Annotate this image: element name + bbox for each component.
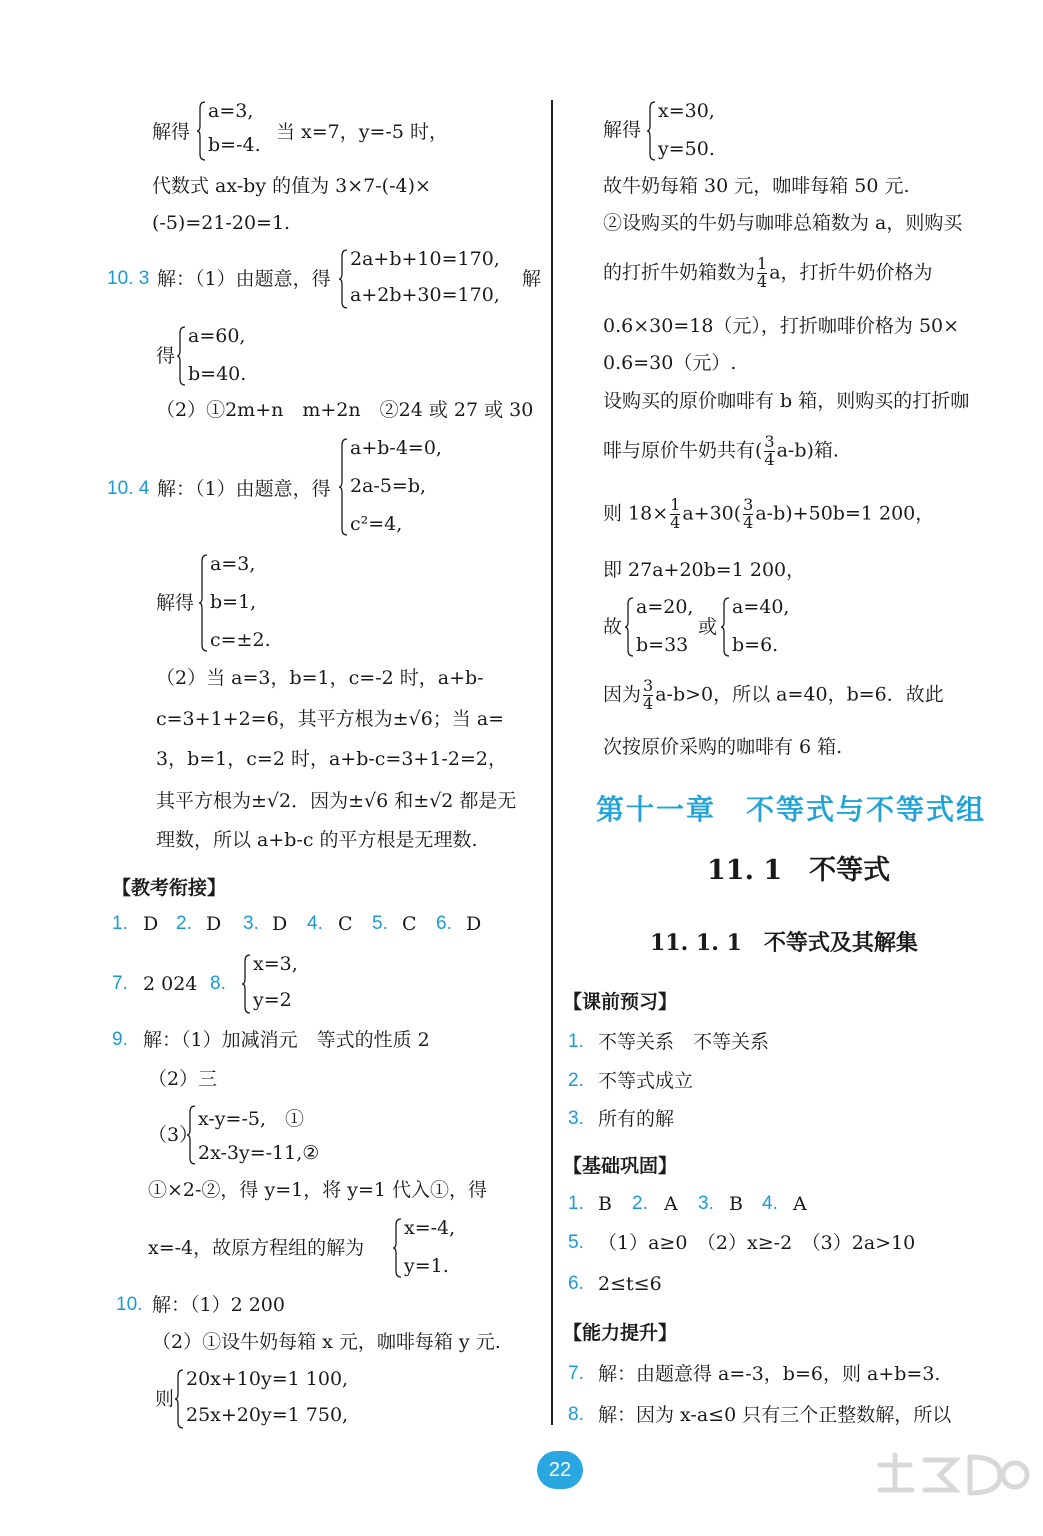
question-number: 1.	[568, 1193, 584, 1214]
question-number: 5.	[568, 1232, 584, 1253]
equation-system: a+b-4=0, 2a-5=b, c²=4,	[338, 437, 488, 537]
text: 解：（1）由题意，得	[157, 478, 331, 500]
answer: 2≤t≤6	[598, 1273, 662, 1295]
text: （2）①设牛奶每箱 x 元，咖啡每箱 y 元.	[152, 1331, 501, 1353]
text: 则	[155, 1388, 175, 1410]
question-number: 1.	[568, 1031, 584, 1052]
text: 即 27a+20b=1 200，	[603, 559, 806, 581]
equation-system: a=3, b=-4.	[196, 100, 276, 162]
text: 0.6=30（元）.	[603, 352, 737, 374]
fraction: $\frac{3}{4}$	[643, 676, 654, 713]
question-number: 2.	[632, 1193, 648, 1214]
fraction: $\frac{3}{4}$	[764, 432, 775, 469]
text: 解	[522, 268, 542, 290]
question-number: 10. 4	[107, 478, 150, 499]
text: 设购买的原价咖啡有 b 箱，则购买的打折咖	[603, 390, 970, 412]
brace-icon	[338, 437, 348, 537]
answer: （1）a≥0 （2）x≥-2 （3）2a>10	[598, 1232, 916, 1254]
answer: 2 024	[143, 973, 198, 995]
page-number: 22	[537, 1451, 583, 1489]
text: x=-4，故原方程组的解为	[148, 1237, 365, 1259]
text: c=3+1+2=6，其平方根为±√6；当 a=	[156, 708, 505, 730]
brace-icon	[241, 953, 251, 1015]
watermark-logo-icon	[870, 1445, 1030, 1525]
text: (-5)=21-20=1.	[152, 212, 291, 234]
equation-system: x=30, y=50.	[646, 100, 746, 162]
text: 0.6×30=18（元），打折咖啡价格为 50×	[603, 315, 960, 337]
answer: 不等关系 不等关系	[598, 1031, 770, 1053]
text: 故牛奶每箱 30 元，咖啡每箱 50 元.	[603, 175, 910, 197]
answer: D	[272, 913, 288, 935]
fraction: $\frac{3}{4}$	[743, 495, 754, 532]
text: 代数式 ax-by 的值为 3×7-(-4)×	[152, 175, 431, 197]
question-number: 3.	[698, 1193, 714, 1214]
question-number: 2.	[176, 913, 192, 934]
question-number: 8.	[210, 973, 226, 994]
question-number: 2.	[568, 1070, 584, 1091]
text-line: 的打折牛奶箱数为 $\frac{1}{4}$ a，打折牛奶价格为	[603, 254, 933, 291]
answer: 不等式成立	[598, 1070, 694, 1092]
text: （2）①2m+n m+2n ②24 或 27 或 30	[156, 399, 534, 421]
text: 解：（1）加减消元 等式的性质 2	[143, 1029, 430, 1051]
answer: D	[206, 913, 222, 935]
brace-icon	[338, 248, 348, 310]
answer: D	[466, 913, 482, 935]
equation-system: 2a+b+10=170, a+2b+30=170,	[338, 248, 518, 310]
text: 解得	[152, 121, 191, 143]
brace-icon	[392, 1217, 402, 1279]
answer: C	[338, 913, 353, 935]
text: 当 x=7，y=-5 时，	[276, 121, 448, 143]
subsection-title: 11. 1. 1 不等式及其解集	[650, 930, 918, 956]
column-divider	[551, 100, 553, 1425]
equation-system: a=40, b=6.	[720, 596, 800, 658]
brace-icon	[624, 596, 634, 658]
brace-icon	[720, 596, 730, 658]
equation-system: a=20, b=33	[624, 596, 704, 658]
answer: C	[402, 913, 417, 935]
text: （2）三	[148, 1068, 218, 1090]
question-number: 10. 3	[107, 268, 150, 289]
brace-icon	[186, 1104, 196, 1166]
text: 其平方根为±√2．因为±√6 和±√2 都是无	[156, 790, 517, 812]
fraction: $\frac{1}{4}$	[670, 495, 681, 532]
question-number: 4.	[307, 913, 323, 934]
text: 次按原价采购的咖啡有 6 箱.	[603, 736, 843, 758]
brace-icon	[198, 553, 208, 653]
text: 故	[603, 616, 623, 638]
fraction: $\frac{1}{4}$	[757, 254, 768, 291]
text: （2）当 a=3，b=1，c=-2 时，a+b-	[156, 667, 484, 689]
text-line: 因为 $\frac{3}{4}$ a-b>0，所以 a=40，b=6．故此	[603, 676, 944, 713]
question-number: 6.	[568, 1273, 584, 1294]
brace-icon	[176, 325, 186, 387]
question-number: 1.	[112, 913, 128, 934]
equation-system: x=-4, y=1.	[392, 1217, 492, 1279]
equation-system: x=3, y=2	[241, 953, 321, 1015]
question-number: 3.	[243, 913, 259, 934]
text: 解得	[603, 119, 642, 141]
question-number: 8.	[568, 1404, 584, 1425]
question-number: 7.	[112, 973, 128, 994]
section-heading: 【教考衔接】	[112, 877, 227, 899]
section-title: 11. 1 不等式	[707, 855, 891, 886]
text: ①×2-②，得 y=1，将 y=1 代入①，得	[148, 1179, 488, 1201]
answer: 所有的解	[598, 1108, 675, 1130]
answer: B	[598, 1193, 612, 1215]
text: 理数，所以 a+b-c 的平方根是无理数.	[156, 829, 478, 851]
chapter-title: 第十一章 不等式与不等式组	[596, 793, 987, 826]
text: （3）	[148, 1124, 199, 1146]
equation-system: x-y=-5, ① 2x-3y=-11,②	[186, 1104, 366, 1166]
section-heading: 【基础巩固】	[563, 1155, 678, 1177]
text-line: 啡与原价牛奶共有( $\frac{3}{4}$ a-b)箱.	[603, 432, 839, 469]
question-number: 7.	[568, 1363, 584, 1384]
text: 解：（1）2 200	[152, 1294, 285, 1316]
question-number: 4.	[762, 1193, 778, 1214]
brace-icon	[646, 100, 656, 162]
brace-icon	[174, 1368, 184, 1430]
question-number: 10.	[116, 1294, 143, 1315]
text: 解得	[156, 592, 195, 614]
brace-icon	[196, 100, 206, 162]
question-number: 3.	[568, 1108, 584, 1129]
text: 解：（1）由题意，得	[157, 268, 331, 290]
equation-system: a=3, b=1, c=±2.	[198, 553, 298, 653]
equation-system: a=60, b=40.	[176, 325, 276, 387]
text: 得	[156, 345, 176, 367]
answer: A	[664, 1193, 678, 1215]
question-number: 6.	[436, 913, 452, 934]
question-number: 9.	[112, 1029, 128, 1050]
equation-system: 20x+10y=1 100, 25x+20y=1 750,	[174, 1368, 374, 1430]
text: 或	[698, 616, 718, 638]
section-heading: 【能力提升】	[563, 1322, 678, 1344]
answer: B	[729, 1193, 743, 1215]
answer: A	[793, 1193, 807, 1215]
text: 3，b=1，c=2 时，a+b-c=3+1-2=2，	[156, 748, 507, 770]
answer: D	[143, 913, 159, 935]
question-number: 5.	[372, 913, 388, 934]
answer: 解：由题意得 a=-3，b=6，则 a+b=3.	[598, 1363, 941, 1385]
section-heading: 【课前预习】	[563, 991, 678, 1013]
text: ②设购买的牛奶与咖啡总箱数为 a，则购买	[603, 212, 963, 234]
text-line: 则 18× $\frac{1}{4}$ a+30( $\frac{3}{4}$ a-b)+50b=1 200，	[603, 495, 935, 532]
answer: 解：因为 x-a≤0 只有三个正整数解，所以	[598, 1404, 952, 1426]
